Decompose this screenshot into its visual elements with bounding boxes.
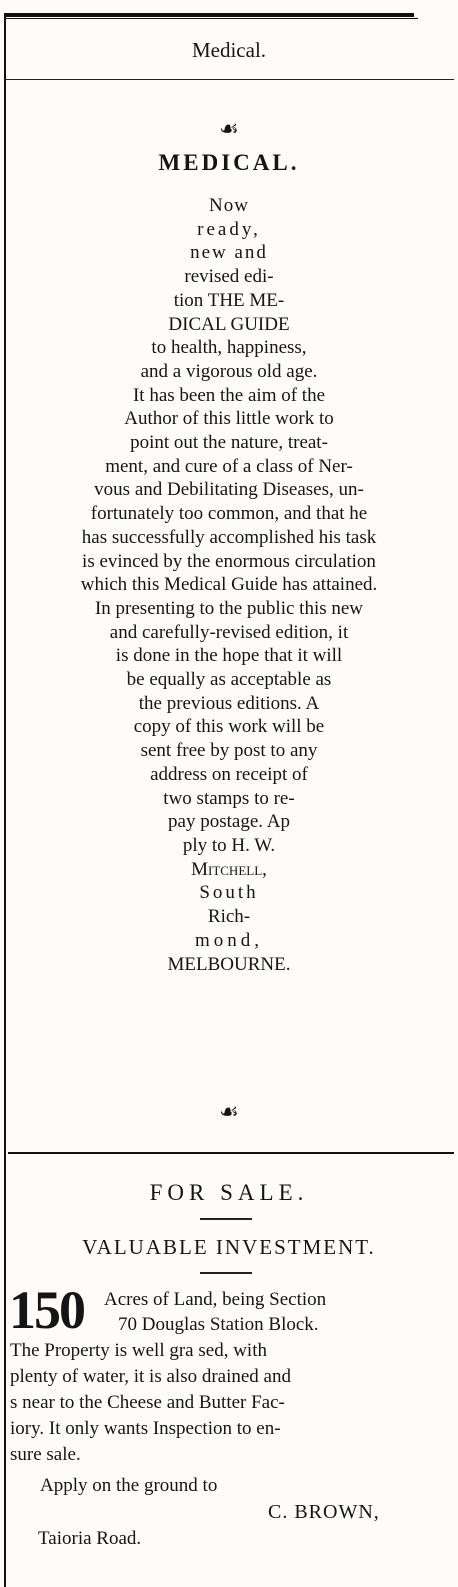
ad-line: is done in the hope that it will	[115, 645, 343, 667]
short-dash-rule	[200, 1218, 252, 1220]
apply-line: Apply on the ground to	[40, 1475, 218, 1496]
ad-line: which this Medical Guide has attained.	[80, 574, 378, 596]
ad-line: and carefully-revised edition, it	[109, 621, 349, 643]
ad-line: copy of this work will be	[133, 716, 325, 738]
ad-line: In presenting to the public this new	[94, 597, 364, 619]
ad-line: has successfully accomplished his task	[81, 526, 377, 548]
ad-line: MELBOURNE.	[167, 953, 291, 975]
ad-line: address on receipt of	[150, 763, 308, 785]
ad-line: It has been the aim of the	[132, 384, 326, 406]
ad-line: DICAL GUIDE	[168, 313, 290, 335]
section-divider	[4, 79, 454, 80]
short-dash-rule	[200, 1272, 252, 1274]
ad-line: Now	[209, 195, 249, 216]
sale-line: The Property is well gra sed, with	[10, 1340, 267, 1361]
ad-line: two stamps to re-	[163, 787, 295, 809]
ad-line: and a vigorous old age.	[140, 360, 318, 382]
ad-line: ment, and cure of a class of Ner-	[105, 455, 353, 477]
ad-line: point out the nature, treat-	[130, 432, 328, 454]
sale-title: FOR SALE.	[149, 1180, 309, 1205]
ad-line: vous and Debilitating Diseases, un-	[94, 479, 364, 501]
ad-line: pay postage. Ap	[168, 811, 290, 833]
ad-line: ready,	[197, 218, 261, 240]
ad-line: sent free by post to any	[140, 740, 318, 762]
ad-body	[0, 194, 458, 976]
ad-line: South	[199, 882, 259, 904]
seller-name: C. BROWN,	[268, 1501, 380, 1523]
sale-line: sure sale.	[10, 1444, 81, 1465]
ad-line: Rich-	[207, 906, 251, 928]
ornament-icon: ☙	[219, 116, 239, 141]
ad-line: to health, happiness,	[151, 337, 307, 359]
sale-line: Acres of Land, being Section	[104, 1289, 327, 1310]
sale-line: iory. It only wants Inspection to en-	[10, 1418, 281, 1439]
drop-number: 150	[9, 1280, 84, 1340]
ad-line: Mitchell,	[191, 858, 267, 880]
ad-line: Author of this little work to	[124, 408, 334, 430]
sale-line: 70 Douglas Station Block.	[118, 1314, 319, 1335]
ad-line: tion THE ME-	[173, 289, 285, 311]
ad-line: be equally as acceptable as	[126, 669, 332, 691]
ad-title: MEDICAL.	[158, 150, 300, 175]
seller-address: Taioria Road.	[38, 1528, 142, 1549]
ad-line: revised edi-	[184, 266, 274, 288]
ad-line: mond,	[194, 929, 264, 951]
sale-subtitle: VALUABLE INVESTMENT.	[82, 1235, 376, 1259]
ad-line: new and	[190, 242, 268, 264]
ad-line: fortunately too common, and that he	[90, 503, 368, 525]
top-border-rule-thin	[4, 18, 418, 19]
ad-line: the previous editions. A	[138, 692, 320, 714]
ad-line: is evinced by the enormous circulation	[82, 550, 376, 572]
sale-line: s near to the Cheese and Butter Fac-	[10, 1392, 285, 1413]
advert-separator	[8, 1152, 454, 1154]
ornament-icon: ☙	[219, 1099, 239, 1124]
top-border-rule	[4, 13, 414, 17]
sale-line: plenty of water, it is also drained and	[10, 1366, 291, 1387]
ad-line: ply to H. W.	[182, 834, 276, 856]
section-heading: Medical.	[191, 38, 267, 62]
